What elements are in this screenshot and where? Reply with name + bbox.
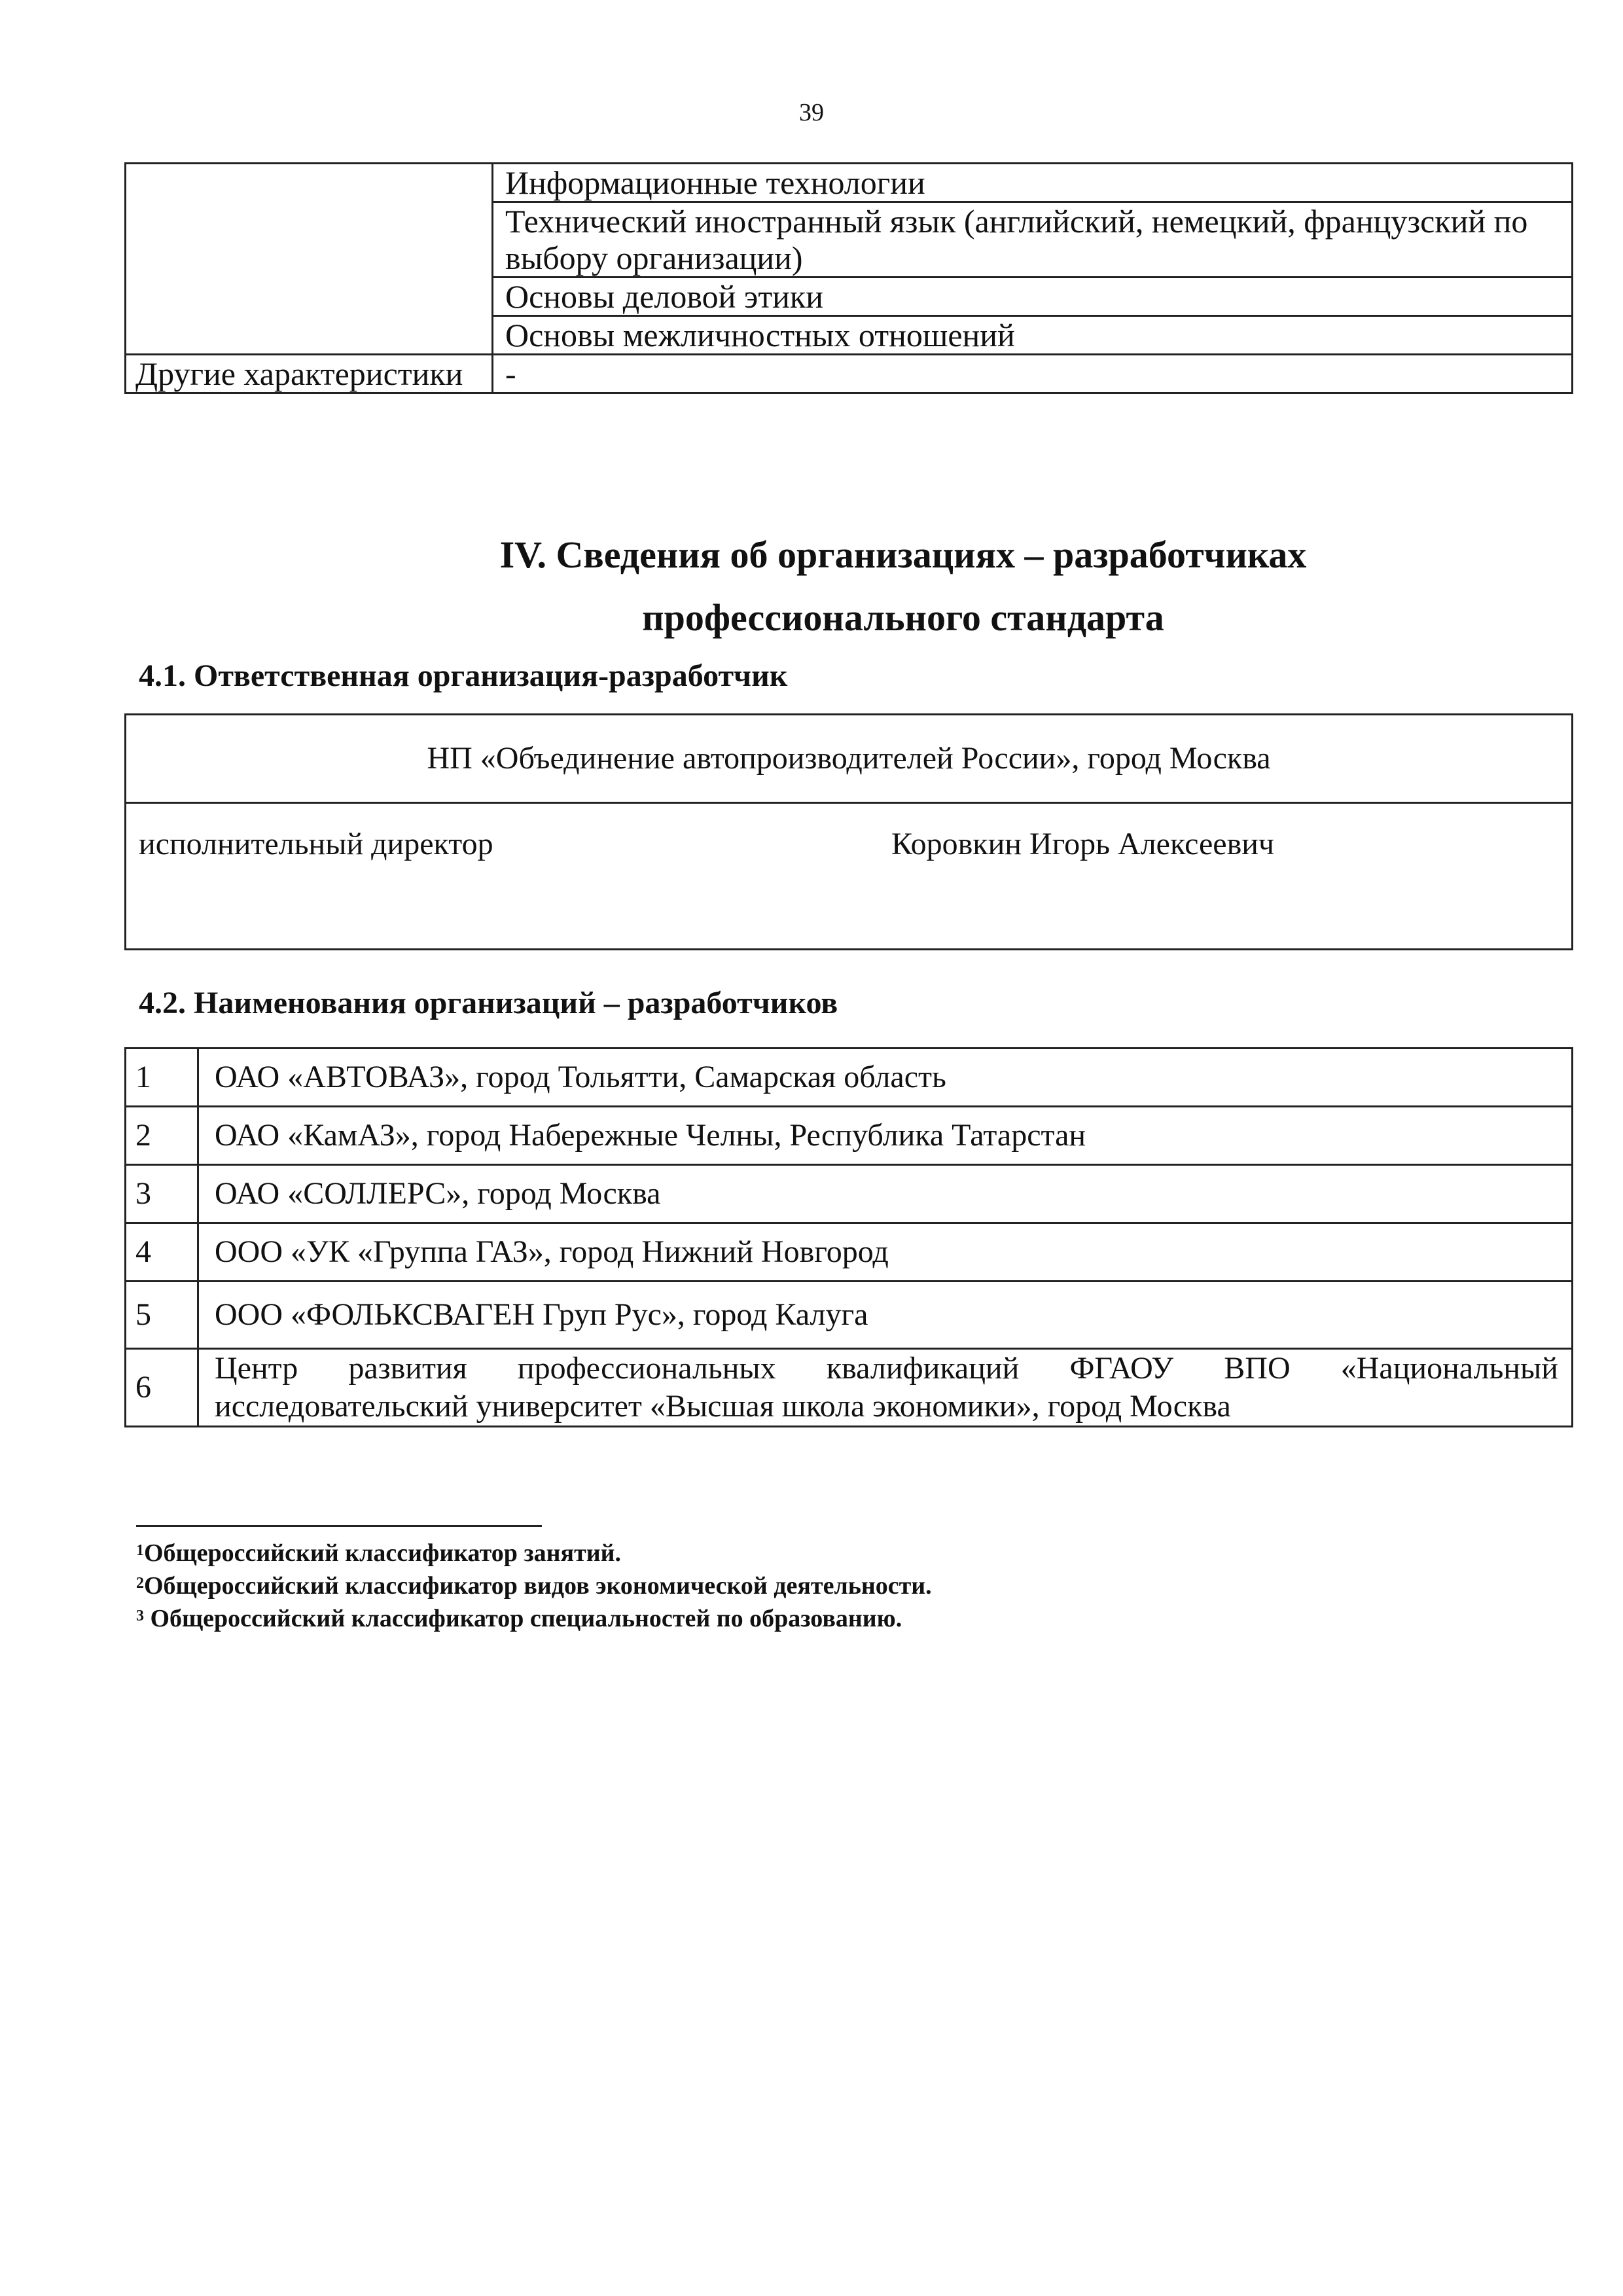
section-title-line-2: профессионального стандарта [642, 596, 1164, 639]
table-cell: Основы межличностных отношений [493, 316, 1573, 355]
responsible-org-heading: 4.1. Ответственная организация-разработчик [139, 658, 788, 693]
footnote [136, 1537, 932, 1570]
row-number: 2 [126, 1107, 198, 1165]
table-cell: Технический иностранный язык (английский, немецкий, французский по выбору организации) [493, 202, 1573, 278]
other-characteristics-label: Другие характеристики [126, 355, 493, 393]
organization-name: ОАО «КамАЗ», город Набережные Челны, Республика Татарстан [198, 1107, 1573, 1165]
footnote-separator [136, 1525, 542, 1527]
developers-heading: 4.2. Наименования организаций – разработчиков [139, 986, 838, 1020]
responsible-org-name: НП «Объединение автопроизводителей России», город Москва [126, 715, 1571, 804]
footnotes [136, 1537, 932, 1635]
row-number: 6 [126, 1349, 198, 1427]
table-row [126, 1049, 1573, 1107]
footnote [136, 1570, 932, 1602]
footnote-text: Общероссийский классификатор видов экономической деятельности. [144, 1572, 932, 1600]
table-row [126, 1107, 1573, 1165]
organization-name: ОАО «СОЛЛЕРС», город Москва [198, 1165, 1573, 1223]
footnote [136, 1602, 932, 1635]
page-number: 39 [799, 99, 824, 126]
table-row [126, 1282, 1573, 1349]
organization-name: Центр развития профессиональных квалификаций ФГАОУ ВПО «Национальный исследовательский университет «Высшая школа экономики», город Москва [198, 1349, 1573, 1427]
row-number: 5 [126, 1282, 198, 1349]
other-characteristics-value: - [493, 355, 1573, 393]
footnote-text: Общероссийский классификатор занятий. [144, 1539, 622, 1567]
section-title-line-1: IV. Сведения об организациях – разработчиках [499, 533, 1307, 576]
organization-name: ООО «ФОЛЬКСВАГЕН Груп Рус», город Калуга [198, 1282, 1573, 1349]
table-empty-cell [126, 164, 493, 355]
footnote-mark: 2 [136, 1575, 144, 1592]
section-title [0, 524, 1623, 649]
table-cell: Основы деловой этики [493, 278, 1573, 316]
developers-table [124, 1047, 1573, 1427]
table-row [126, 1223, 1573, 1282]
footnote-text: Общероссийский классификатор специальностей по образованию. [150, 1605, 902, 1632]
footnote-mark: 1 [136, 1542, 144, 1559]
table-cell: Информационные технологии [493, 164, 1573, 202]
row-number: 4 [126, 1223, 198, 1282]
footnote-mark: 3 [136, 1607, 144, 1624]
row-number: 1 [126, 1049, 198, 1107]
row-number: 3 [126, 1165, 198, 1223]
qualification-table [124, 162, 1573, 394]
responsible-person: Коровкин Игорь Алексеевич [891, 827, 1275, 861]
organization-name: ООО «УК «Группа ГАЗ», город Нижний Новгород [198, 1223, 1573, 1282]
organization-name: ОАО «АВТОВАЗ», город Тольятти, Самарская область [198, 1049, 1573, 1107]
responsible-role: исполнительный директор [139, 827, 493, 861]
table-row [126, 1165, 1573, 1223]
table-row [126, 1349, 1573, 1427]
